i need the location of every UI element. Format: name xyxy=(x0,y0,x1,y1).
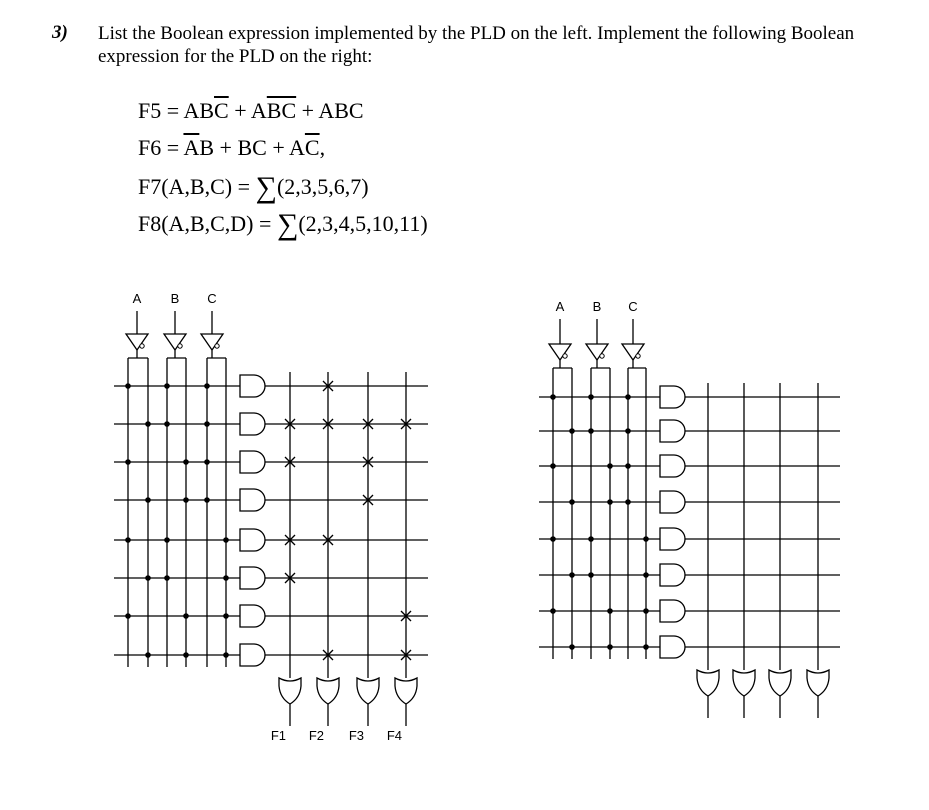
and-gate-icon xyxy=(240,375,265,397)
connection-dot xyxy=(183,459,189,465)
inverter-bubble-icon xyxy=(140,344,144,348)
f6-lhs: F6 xyxy=(138,135,162,160)
and-gate-icon xyxy=(660,491,685,513)
or-gate-icon xyxy=(279,678,301,704)
connection-dot xyxy=(607,463,613,469)
f7-terms: (2,3,5,6,7) xyxy=(276,174,369,199)
connection-dot xyxy=(569,644,575,650)
or-gate-icon xyxy=(317,678,339,704)
or-gate-icon xyxy=(395,678,417,704)
connection-dot xyxy=(223,613,229,619)
input-label: A xyxy=(132,291,142,306)
connection-dot xyxy=(607,608,613,614)
or-gate-icon xyxy=(357,678,379,704)
connection-dot xyxy=(164,537,170,543)
f5-term2-a: A xyxy=(250,98,267,123)
and-gate-icon xyxy=(660,455,685,477)
output-label: F2 xyxy=(308,728,324,743)
connection-dot xyxy=(643,608,649,614)
and-gate-icon xyxy=(660,386,685,408)
inverter-bubble-icon xyxy=(178,344,182,348)
connection-dot xyxy=(550,536,556,542)
connection-dot xyxy=(625,463,631,469)
and-gate-icon xyxy=(240,529,265,551)
input-label: C xyxy=(628,299,638,314)
connection-dot xyxy=(223,575,229,581)
input-buffer-icon xyxy=(549,344,571,360)
input-buffer-icon xyxy=(126,334,148,350)
and-gate-icon xyxy=(660,636,685,658)
f5-term1-a: AB xyxy=(183,98,215,123)
equation-f8: F8(A,B,C,D) = ∑(2,3,4,5,10,11) xyxy=(138,208,428,241)
connection-dot xyxy=(223,652,229,658)
connection-dot xyxy=(588,572,594,578)
connection-dot xyxy=(643,536,649,542)
f7-lhs: F7(A,B,C) xyxy=(138,174,233,199)
equation-f6: $F6 = \overline{A}B$ + BC + $A\overline{C}$, xyxy=(138,135,326,160)
and-gate-icon xyxy=(240,644,265,666)
input-buffer-icon xyxy=(622,344,644,360)
and-gate-icon xyxy=(240,413,265,435)
right-pld xyxy=(539,299,840,718)
connection-dot xyxy=(550,463,556,469)
and-gate-icon xyxy=(660,420,685,442)
and-gate-icon xyxy=(660,600,685,622)
connection-dot xyxy=(145,575,151,581)
inverter-bubble-icon xyxy=(215,344,219,348)
f7-sigma: ∑ xyxy=(255,171,277,204)
f8-terms: (2,3,4,5,10,11) xyxy=(298,211,428,236)
equation-f5: $F5 = AB\overline{C} + A\overline{BC}$ + ABC xyxy=(138,98,364,123)
input-buffer-icon xyxy=(164,334,186,350)
input-label: A xyxy=(555,299,565,314)
f8-sigma: ∑ xyxy=(276,208,299,241)
input-label: B xyxy=(170,291,180,306)
f6-term2: BC xyxy=(237,135,267,160)
f5-lhs: F5 xyxy=(138,98,162,123)
connection-dot xyxy=(183,613,189,619)
connection-dot xyxy=(204,421,210,427)
and-gate-icon xyxy=(660,564,685,586)
inverter-bubble-icon xyxy=(636,354,640,358)
f5-term1-b: $\overline{C}$ xyxy=(214,98,229,123)
output-label: F4 xyxy=(386,728,402,743)
connection-dot xyxy=(223,537,229,543)
connection-dot xyxy=(625,499,631,505)
connection-dot xyxy=(550,394,556,400)
connection-dot xyxy=(588,536,594,542)
connection-dot xyxy=(125,537,131,543)
connection-dot xyxy=(550,608,556,614)
connection-dot xyxy=(145,652,151,658)
f5-term2-b: $\overline{BC}$ xyxy=(266,98,297,123)
output-label: F3 xyxy=(348,728,364,743)
connection-dot xyxy=(125,383,131,389)
input-label: C xyxy=(207,291,217,306)
and-gate-icon xyxy=(240,567,265,589)
connection-dot xyxy=(164,383,170,389)
output-label: F1 xyxy=(270,728,286,743)
connection-dot xyxy=(588,428,594,434)
f6-term1-b: B xyxy=(199,135,215,160)
question-prompt: List the Boolean expression implemented by the PLD on the left. Implement the following Boolean expression for the PLD on the right: xyxy=(98,23,855,67)
or-gate-icon xyxy=(697,670,719,696)
connection-dot xyxy=(588,394,594,400)
f8-lhs: F8(A,B,C,D) xyxy=(138,211,254,236)
inverter-bubble-icon xyxy=(600,354,604,358)
input-label: B xyxy=(592,299,602,314)
connection-dot xyxy=(204,459,210,465)
and-gate-icon xyxy=(660,528,685,550)
connection-dot xyxy=(145,421,151,427)
connection-dot xyxy=(204,497,210,503)
and-gate-icon xyxy=(240,451,265,473)
connection-dot xyxy=(569,428,575,434)
connection-dot xyxy=(625,394,631,400)
connection-dot xyxy=(183,652,189,658)
f6-term3-b: $\overline{C}$ xyxy=(304,135,320,160)
connection-dot xyxy=(607,499,613,505)
f6-term1-a: $\overline{A}$ xyxy=(183,135,200,160)
connection-dot xyxy=(204,383,210,389)
connection-dot xyxy=(607,644,613,650)
connection-dot xyxy=(125,613,131,619)
connection-dot xyxy=(643,644,649,650)
left-pld xyxy=(114,291,428,743)
or-gate-icon xyxy=(807,670,829,696)
connection-dot xyxy=(569,572,575,578)
connection-dot xyxy=(145,497,151,503)
connection-dot xyxy=(183,497,189,503)
connection-dot xyxy=(125,459,131,465)
inverter-bubble-icon xyxy=(563,354,567,358)
connection-dot xyxy=(164,421,170,427)
question-number: 3) xyxy=(52,22,68,43)
connection-dot xyxy=(164,575,170,581)
or-gate-icon xyxy=(733,670,755,696)
connection-dot xyxy=(625,428,631,434)
or-gate-icon xyxy=(769,670,791,696)
connection-dot xyxy=(643,572,649,578)
and-gate-icon xyxy=(240,489,265,511)
input-buffer-icon xyxy=(586,344,608,360)
and-gate-icon xyxy=(240,605,265,627)
equation-f7: F7(A,B,C) = ∑(2,3,5,6,7) xyxy=(138,171,369,204)
input-buffer-icon xyxy=(201,334,223,350)
f5-term3: ABC xyxy=(318,98,364,123)
connection-dot xyxy=(569,499,575,505)
f6-term3-a: A xyxy=(289,135,305,160)
